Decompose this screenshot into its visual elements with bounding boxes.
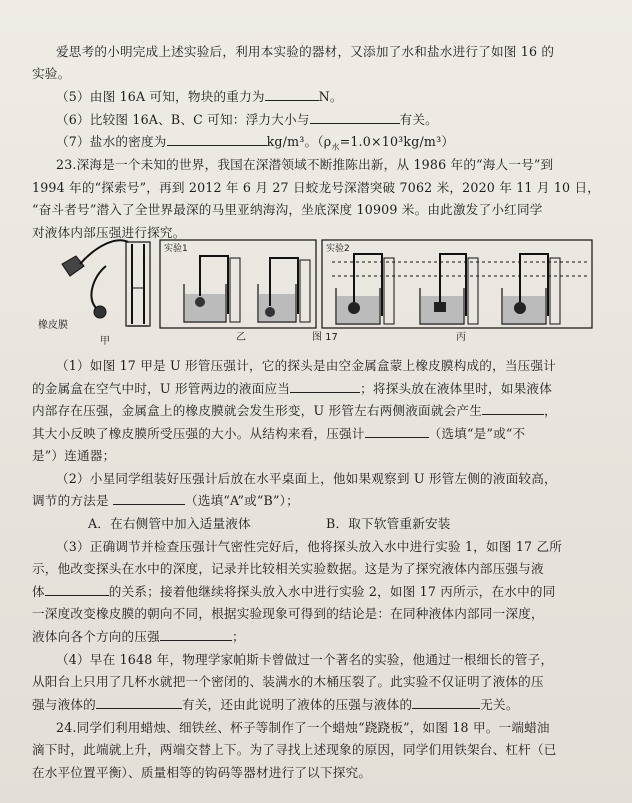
answer-blank-p1-b[interactable] — [482, 403, 544, 415]
p3-line-5: 液体向各个方向的压强 ； — [32, 629, 245, 644]
p1-line-3: 内部存在压强，金属盒上的橡皮膜就会发生形变，U 形管左右两侧液面就会产生 ， — [32, 403, 557, 418]
q24-line-1: 24.同学们利用蜡烛、细铁丝、杯子等制作了一个蜡烛“跷跷板”，如图 18 甲。一端蜡油 — [56, 720, 550, 735]
p1-line-2: 的金属盒在空气中时，U 形管两边的液面应当 ；将探头放在液体里时，如果液体 — [32, 381, 553, 396]
answer-blank-p4-a[interactable] — [96, 697, 182, 709]
p3-line-3: 体 的关系；接着他继续将探头放入水中进行实验 2，如图 17 丙所示，在水中的同 — [32, 584, 556, 599]
figure-label-yi: 乙 — [236, 332, 246, 343]
answer-blank-p3-b[interactable] — [160, 629, 232, 641]
p4-line-2: 从阳台上只用了几杯水就把一个密闭的、装满水的木桶压裂了。此实验不仅证明了液体的压 — [32, 674, 544, 689]
p4-line-1: （4）早在 1648 年，物理学家帕斯卡曾做过一个著名的实验，他通过一根细长的管子， — [56, 652, 554, 667]
intro-line-2: 实验。 — [32, 66, 71, 81]
answer-blank-p2[interactable] — [113, 493, 185, 505]
manometer-jia — [62, 240, 150, 326]
p2-line-1: （2）小星同学组装好压强计后放在水平桌面上，他如果观察到 U 形管左侧的液面较高， — [56, 471, 557, 486]
figure-label-bing: 丙 — [456, 332, 466, 343]
q23-line-4: 对液体内部压强进行探究。 — [32, 225, 186, 240]
p1-line-4: 其大小反映了橡皮膜所受压强的大小。从结构来看，压强计 （选填“是”或“不 — [32, 426, 526, 441]
p3-line-1: （3）正确调节并检查压强计气密性完好后，他将探头放入水中进行实验 1，如图 17 乙所 — [56, 539, 563, 554]
experiment-1-label: 实验1 — [164, 244, 188, 254]
q24-line-3: 在水平位置平衡）、质量相等的钩码等器材进行了以下探究。 — [32, 765, 372, 780]
figure-caption: 图 17 — [312, 332, 338, 343]
answer-blank-q5[interactable] — [265, 89, 319, 101]
p3-line-4: 一深度改变橡皮膜的朝向不同，根据实验现象可得到的结论是：在同种液体内部同一深度， — [32, 606, 544, 621]
option-b[interactable]: B．取下软管重新安装 — [326, 516, 451, 531]
figure-17-drawing — [36, 236, 596, 348]
q23-line-3: “奋斗者号”潜入了全世界最深的马里亚纳海沟，坐底深度 10909 米。由此激发了小红同学 — [32, 202, 543, 217]
p2-line-2: 调节的方法是 （选填“A”或“B”）； — [32, 493, 299, 508]
p1-line-1: （1）如图 17 甲是 U 形管压强计，它的探头是由空金属盒蒙上橡皮膜构成的，当压强计 — [56, 358, 557, 373]
answer-blank-p3-a[interactable] — [45, 584, 109, 596]
question-6: （6）比较图 16A、B、C 可知：浮力大小与 有关。 — [56, 112, 438, 127]
experiment-2-apparatus — [332, 254, 588, 324]
figure-17 — [36, 236, 596, 348]
figure-label-jia: 甲 — [100, 336, 110, 347]
p1-line-5: 是”）连通器； — [32, 448, 116, 463]
answer-blank-q6[interactable] — [310, 112, 400, 124]
answer-blank-p4-b[interactable] — [412, 697, 480, 709]
q23-line-1: 23.深海是一个未知的世界，我国在深潜领域不断推陈出新，从 1986 年的“海人一号”到 — [56, 157, 554, 172]
intro-line-1: 爱思考的小明完成上述实验后，利用本实验的器材，又添加了水和盐水进行了如图 16 的 — [56, 44, 555, 59]
q23-line-2: 1994 年的“探索号”，再到 2012 年 6 月 27 日蛟龙号深潜突破 7062 米，2020 年 11 月 10 日， — [32, 180, 601, 195]
q24-line-2: 滴下时，此端就上升，两端交替上下。为了寻找上述现象的原因，同学们用铁架台、杠杆（已 — [32, 742, 557, 757]
experiment-2-label: 实验2 — [326, 244, 350, 254]
p3-line-2: 示，他改变探头在水中的深度，记录并比较相关实验数据。这是为了探究液体内部压强与液 — [32, 561, 544, 576]
answer-blank-q7[interactable] — [167, 134, 267, 146]
p4-line-3: 强与液体的 有关，还由此说明了液体的压强与液体的 无关。 — [32, 697, 519, 712]
answer-blank-p1-a[interactable] — [290, 381, 360, 393]
option-a[interactable]: A．在右侧管中加入适量液体 — [88, 516, 251, 531]
experiment-1-apparatus — [184, 256, 310, 322]
question-7: （7）盐水的密度为 kg/m³。$(\rho_水=1.0\times 10^3kg/m^3)$ — [56, 134, 455, 152]
question-5: （5）由图 16A 可知，物块的重力为 N。 — [56, 89, 343, 104]
membrane-label: 橡皮膜 — [38, 320, 68, 331]
answer-blank-p1-c[interactable] — [365, 426, 429, 438]
